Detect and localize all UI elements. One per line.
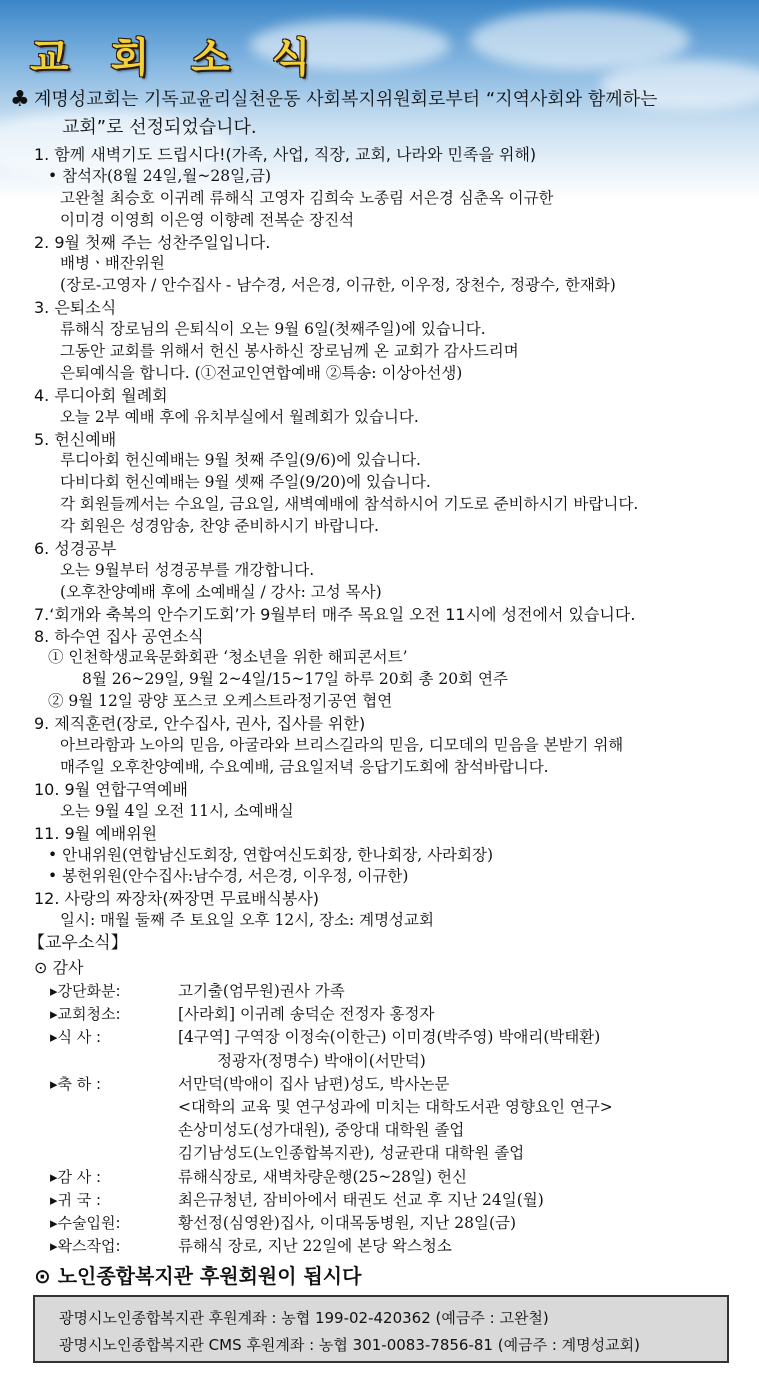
news-heading: 4. 루디아회 월례회 — [34, 385, 168, 405]
member-news-label: ▸수술입원: — [50, 1213, 121, 1232]
member-news-text: 황선정(심영완)집사, 이대목동병원, 지난 28일(금) — [178, 1213, 517, 1232]
member-news-row — [28, 1166, 748, 1189]
church-news-list — [34, 144, 749, 932]
member-news-row — [28, 1026, 748, 1049]
news-line: (장로-고영자 / 안수집사 - 남수경, 서은경, 이규한, 이우정, 장천수, 정광수, 한재화) — [60, 276, 616, 295]
member-news-row — [28, 1212, 748, 1235]
news-line: 오는 9월 4일 오전 11시, 소예배실 — [60, 801, 294, 820]
member-news-label: ▸왁스작업: — [50, 1237, 121, 1256]
member-news-row — [28, 1119, 748, 1142]
member-news-text: [4구역] 구역장 이정숙(이한근) 이미경(박주영) 박애리(박태환) — [178, 1028, 601, 1047]
news-line: 은퇴예식을 합니다. (①전교인연합예배 ②특송: 이상아선생) — [60, 363, 463, 382]
member-news-text: 류해식 장로, 지난 22일에 본당 왁스청소 — [178, 1237, 452, 1256]
news-line: 배병ㆍ배잔위원 — [60, 254, 165, 273]
news-heading: 6. 성경공부 — [34, 539, 117, 559]
support-account-2: 광명시노인종합복지관 CMS 후원계좌 : 농협 301-0083-7856-81 (예금주 : 계명성교회) — [59, 1336, 640, 1354]
news-line: (오후찬양예배 후에 소예배실 / 강사: 고성 목사) — [60, 582, 382, 601]
member-news-row — [28, 1189, 748, 1212]
news-line: • 안내위원(연합남신도회장, 연합여신도회장, 한나회장, 사라회장) — [48, 845, 494, 864]
member-news-row — [28, 1096, 748, 1119]
news-heading: 5. 헌신예배 — [34, 429, 117, 449]
member-news-title: 【교우소식】 — [28, 933, 128, 953]
support-title: ⊙ 노인종합복지관 후원회원이 됩시다 — [34, 1264, 362, 1288]
member-news-text: 김기남성도(노인종합복지관), 성균관대 대학원 졸업 — [178, 1144, 525, 1163]
news-line: 각 회원들께서는 수요일, 금요일, 새벽예배에 참석하시어 기도로 준비하시기 바랍니다. — [60, 495, 639, 514]
member-news-rows — [28, 980, 748, 1258]
news-line: 루디아회 헌신예배는 9월 첫째 주일(9/6)에 있습니다. — [60, 451, 421, 470]
member-news-text: 정광자(정명수) 박애이(서만덕) — [217, 1051, 426, 1070]
news-line: ② 9월 12일 광양 포스코 오케스트라정기공연 협연 — [48, 692, 393, 711]
member-news-label: ▸축 하 : — [50, 1074, 102, 1093]
news-line: 일시: 매월 둘째 주 토요일 오후 12시, 장소: 계명성교회 — [60, 911, 434, 930]
member-news-label: ▸귀 국 : — [50, 1190, 102, 1209]
member-news-row — [28, 1073, 748, 1096]
news-line: 오는 9월부터 성경공부를 개강합니다. — [60, 560, 315, 579]
news-line: 다비다회 헌신예배는 9월 셋째 주일(9/20)에 있습니다. — [60, 473, 431, 492]
news-line: 아브라함과 노아의 믿음, 아굴라와 브리스길라의 믿음, 디모데의 믿음을 본받기 위해 — [60, 736, 624, 755]
intro-line-1: 계명성교회는 기독교윤리실천운동 사회복지위원회로부터 “지역사회와 함께하는 — [34, 89, 658, 110]
news-line: • 참석자(8월 24일,월~28일,금) — [48, 166, 272, 185]
news-heading: 3. 은퇴소식 — [34, 298, 117, 318]
news-heading: 12. 사랑의 짜장차(짜장면 무료배식봉사) — [34, 889, 320, 909]
news-line: 고완철 최승호 이귀례 류해식 고영자 김희숙 노종림 서은경 심춘옥 이규한 — [60, 188, 554, 207]
member-news-text: [사라회] 이귀례 송덕순 전정자 홍정자 — [178, 1005, 435, 1024]
news-heading: 9. 제직훈련(장로, 안수집사, 권사, 집사를 위한) — [34, 714, 366, 734]
news-heading: 1. 함께 새벽기도 드립시다!(가족, 사업, 직장, 교회, 나라와 민족을 위해) — [34, 145, 537, 164]
member-news-text: 최은규청년, 잠비아에서 태권도 선교 후 지난 24일(월) — [178, 1190, 544, 1209]
news-line: 이미경 이영희 이은영 이향례 전복순 장진석 — [60, 210, 355, 229]
member-news-label: ▸감 사 : — [50, 1167, 102, 1186]
member-news-text: 류해식장로, 새벽차량운행(25~28일) 헌신 — [178, 1167, 467, 1186]
thanks-heading: ⊙ 감사 — [34, 958, 84, 977]
member-news-label: ▸식 사 : — [50, 1028, 102, 1047]
news-line: 8월 26~29일, 9월 2~4일/15~17일 하루 20회 총 20회 연주 — [82, 670, 508, 689]
member-news-text: 서만덕(박애이 집사 남편)성도, 박사논문 — [178, 1074, 450, 1093]
news-heading: 8. 하수연 집사 공연소식 — [34, 626, 204, 646]
member-news-row — [28, 1235, 748, 1258]
member-news-row — [28, 1003, 748, 1026]
club-bullet-icon: ♣ — [10, 87, 30, 112]
member-news-text: <대학의 교육 및 연구성과에 미치는 대학도서관 영향요인 연구> — [178, 1097, 613, 1116]
news-line: 각 회원은 성경암송, 찬양 준비하시기 바랍니다. — [60, 517, 379, 536]
news-line: • 봉헌위원(안수집사:남수경, 서은경, 이우정, 이규한) — [48, 867, 409, 886]
member-news-label: ▸강단화분: — [50, 982, 121, 1000]
intro-line-2: 교회”로 선정되었습니다. — [62, 117, 257, 138]
page-title: 교 회 소 식 — [30, 35, 325, 81]
news-line: 매주일 오후찬양예배, 수요예배, 금요일저녁 응답기도회에 참석바랍니다. — [60, 757, 549, 776]
intro-announcement — [10, 86, 749, 142]
news-heading: 7.‘회개와 축복의 안수기도회’가 9월부터 매주 목요일 오전 11시에 성전에서 있습니다. — [34, 604, 636, 624]
news-line: ① 인천학생교육문화회관 ‘청소년을 위한 해피콘서트’ — [48, 648, 408, 667]
member-news-text: 손상미성도(성가대원), 중앙대 대학원 졸업 — [178, 1121, 465, 1140]
support-account-1: 광명시노인종합복지관 후원계좌 : 농협 199-02-420362 (예금주 : 고완철) — [59, 1309, 549, 1327]
news-heading: 2. 9월 첫째 주는 성찬주일입니다. — [34, 232, 271, 252]
news-heading: 10. 9월 연합구역예배 — [34, 779, 188, 799]
member-news-label: ▸교회청소: — [50, 1005, 121, 1024]
member-news-section — [28, 930, 748, 1258]
news-heading: 11. 9월 예배위원 — [34, 823, 158, 843]
member-news-row — [28, 1050, 748, 1073]
news-line: 그동안 교회를 위해서 헌신 봉사하신 장로님께 온 교회가 감사드리며 — [60, 342, 519, 361]
news-line: 류해식 장로님의 은퇴식이 오는 9월 6일(첫째주일)에 있습니다. — [60, 320, 486, 339]
news-line: 오늘 2부 예배 후에 유치부실에서 월례회가 있습니다. — [60, 407, 419, 426]
support-account-box — [33, 1295, 729, 1363]
member-news-row — [28, 1142, 748, 1165]
member-news-text: 고기출(엄무원)권사 가족 — [178, 982, 345, 1000]
member-news-row — [28, 980, 748, 1003]
